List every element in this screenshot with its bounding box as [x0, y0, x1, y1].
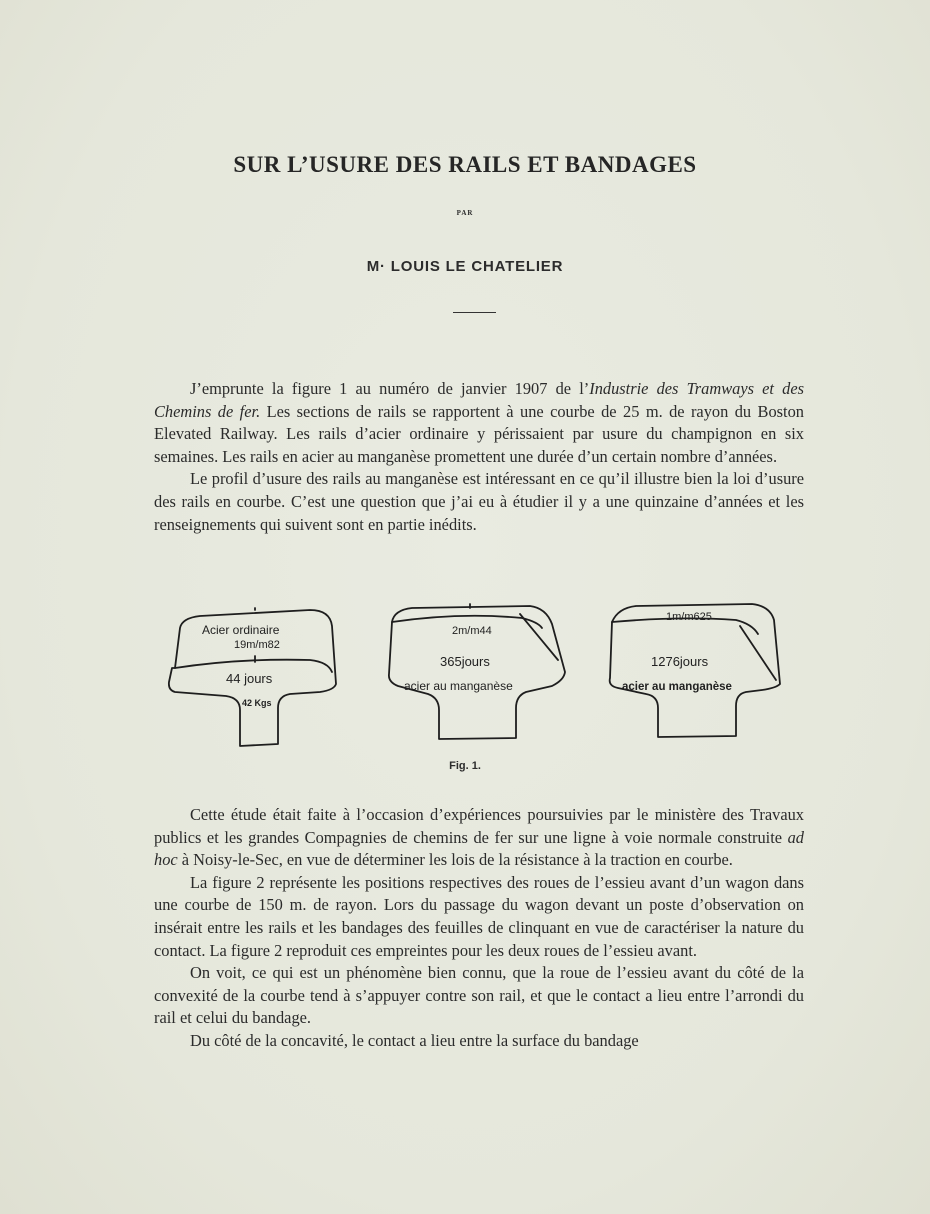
paragraph-1: [154, 378, 804, 468]
by-line-par: PAR: [456, 209, 474, 217]
rail1-label-weight: 42 Kgs: [242, 698, 272, 708]
paragraph-3: [154, 804, 804, 872]
author-name: M· LOUIS LE CHATELIER: [366, 258, 564, 275]
rail3-label-steel: acier au manganèse: [622, 681, 732, 693]
rail1-label-height: 19m/m82: [234, 639, 280, 651]
title-rule: [453, 312, 496, 313]
paragraph-3-text-b: à Noisy-le-Sec, en vue de déterminer les lois de la résistance à la traction en courbe.: [177, 850, 733, 870]
rail2-label-days: 365jours: [440, 654, 490, 669]
rail-profile-3: [610, 604, 780, 737]
text-block-intro: [154, 378, 804, 536]
paragraph-3-text-a: Cette étude était faite à l’occasion d’expériences poursuivies par le ministère des Travaux publics et les grandes Compagnies de chemins de fer sur une ligne à voie normale construite: [154, 805, 804, 847]
paragraph-1-text-a: J’emprunte la figure 1 au numéro de janvier 1907 de l’: [190, 379, 590, 398]
paragraph-6: Du côté de la concavité, le contact a lieu entre la surface du bandage: [190, 1030, 639, 1050]
paragraph-1-text-b: Les sections de rails se rapportent à une courbe de 25 m. de rayon du Boston Elevated Railway. Les rails d’acier ordinaire y périssaient par usure du champignon en six semaines. Les rails en acier au manganèse promettent une durée d’un certain nombre d’années.: [154, 401, 804, 466]
paragraph-2: Le profil d’usure des rails au manganèse est intéressant en ce qu’il illustre bien la loi d’usure des rails en courbe. C’est une question que j’ai eu à étudier il y a une quinzaine d’années et les renseignements qui suivent sont en partie inédits.: [154, 469, 804, 534]
rail2-label-height: 2m/m44: [452, 625, 492, 637]
rail3-label-height: 1m/m625: [666, 611, 712, 623]
rail1-label-days: 44 jours: [226, 671, 273, 686]
article-title: SUR L’USURE DES RAILS ET BANDAGES: [233, 152, 697, 177]
rail3-label-days: 1276jours: [651, 654, 709, 669]
ad-hoc-italic: ad hoc: [154, 827, 804, 870]
paragraph-4: La figure 2 représente les positions respectives des roues de l’essieu avant d’un wagon dans une courbe de 150 m. de rayon. Lors du passage du wagon devant un poste d’observation on insérait entre les rails et les bandages des feuilles de clinquant en vue de caractériser la nature du contact. La figure 2 reproduit ces empreintes pour les deux roues de l’essieu avant.: [154, 872, 804, 960]
figure-1: [160, 598, 800, 758]
rail1-label-steel: Acier ordinaire: [202, 623, 280, 637]
journal-title: Industrie des Tramways et des Chemins de fer.: [154, 379, 804, 421]
rail2-label-steel: acier au manganèse: [404, 679, 513, 693]
figure-caption: Fig. 1.: [449, 760, 481, 772]
rail-profiles-drawing: [160, 598, 800, 758]
text-block-main: [154, 804, 804, 1053]
paragraph-5: On voit, ce qui est un phénomène bien connu, que la roue de l’essieu avant du côté de la convexité de la courbe tend à s’appuyer contre son rail, et que le contact a lieu entre l’arrondi du rail et celui du bandage.: [154, 963, 804, 1028]
